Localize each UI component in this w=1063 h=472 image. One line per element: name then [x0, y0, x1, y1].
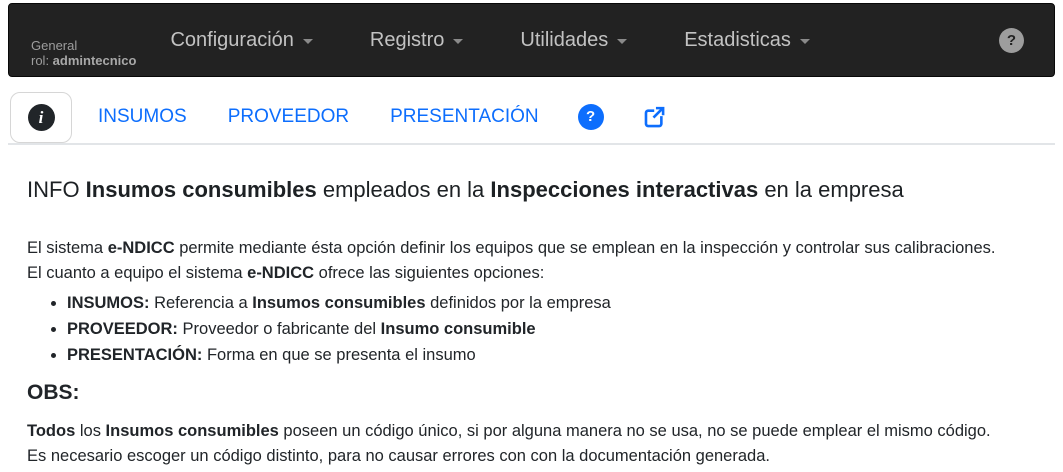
- tab-help-icon[interactable]: ?: [578, 104, 604, 130]
- list-item-insumos: • INSUMOS: Referencia a Insumos consumibles definidos por la empresa: [67, 290, 1043, 316]
- tab-bar: [8, 90, 1055, 145]
- nav-item-label: Registro: [369, 28, 445, 51]
- nav-item-estadisticas[interactable]: [684, 29, 810, 52]
- tab-insumos[interactable]: INSUMOS: [98, 105, 187, 127]
- tab-presentacion[interactable]: PRESENTACIÓN: [390, 105, 539, 127]
- options-list: [27, 290, 1043, 368]
- nav-item-registro[interactable]: [370, 29, 463, 52]
- info-tab-button[interactable]: [10, 92, 72, 143]
- nav-item-label: Configuración: [170, 28, 294, 51]
- list-item-presentacion: • PRESENTACIÓN: Forma en que se presenta el insumo: [67, 342, 1043, 368]
- chevron-down-icon: [303, 39, 313, 44]
- obs-line-2: Es necesario escoger un código distinto, para no causar errores con con la documentación generada.: [27, 447, 770, 465]
- obs-heading: OBS:: [27, 381, 80, 404]
- brand-role-value: admintecnico: [52, 53, 137, 69]
- obs-line-1: Todos los Insumos consumibles poseen un código único, si por alguna manera no se usa, no se puede emplear el mismo código.: [27, 422, 991, 440]
- top-navbar: [8, 3, 1055, 77]
- tab-proveedor[interactable]: PROVEEDOR: [227, 105, 350, 127]
- intro-line-1: El sistema e-NDICC permite mediante ésta opción definir los equipos que se emplean en la inspección y controlar sus calibraciones.: [27, 239, 996, 257]
- chevron-down-icon: [617, 39, 627, 44]
- page-title: INFO Insumos consumibles empleados en la Inspecciones interactivas en la empresa: [27, 177, 904, 202]
- chevron-down-icon: [800, 39, 810, 44]
- brand-role-prefix: rol:: [31, 53, 53, 69]
- list-item-proveedor: • PROVEEDOR: Proveedor o fabricante del Insumo consumible: [67, 316, 1043, 342]
- brand-role-line: [31, 53, 136, 69]
- intro-line-2: El cuanto a equipo el sistema e-NDICC ofrece las siguientes opciones:: [27, 264, 545, 282]
- intro-paragraph: [27, 236, 1043, 286]
- nav-item-label: Estadisticas: [684, 28, 791, 51]
- main-content: [0, 176, 1063, 469]
- brand-context: General: [31, 37, 78, 53]
- external-link-icon[interactable]: [641, 104, 667, 130]
- nav-item-utilidades[interactable]: [520, 29, 627, 52]
- nav-item-label: Utilidades: [520, 28, 609, 51]
- navbar-help-icon[interactable]: ?: [999, 28, 1024, 53]
- info-icon: i: [28, 104, 55, 131]
- navbar-brand: [31, 38, 136, 76]
- obs-paragraph: [27, 419, 1043, 469]
- chevron-down-icon: [453, 39, 463, 44]
- navbar-menu: [170, 29, 809, 52]
- nav-item-configuracion[interactable]: [170, 29, 312, 52]
